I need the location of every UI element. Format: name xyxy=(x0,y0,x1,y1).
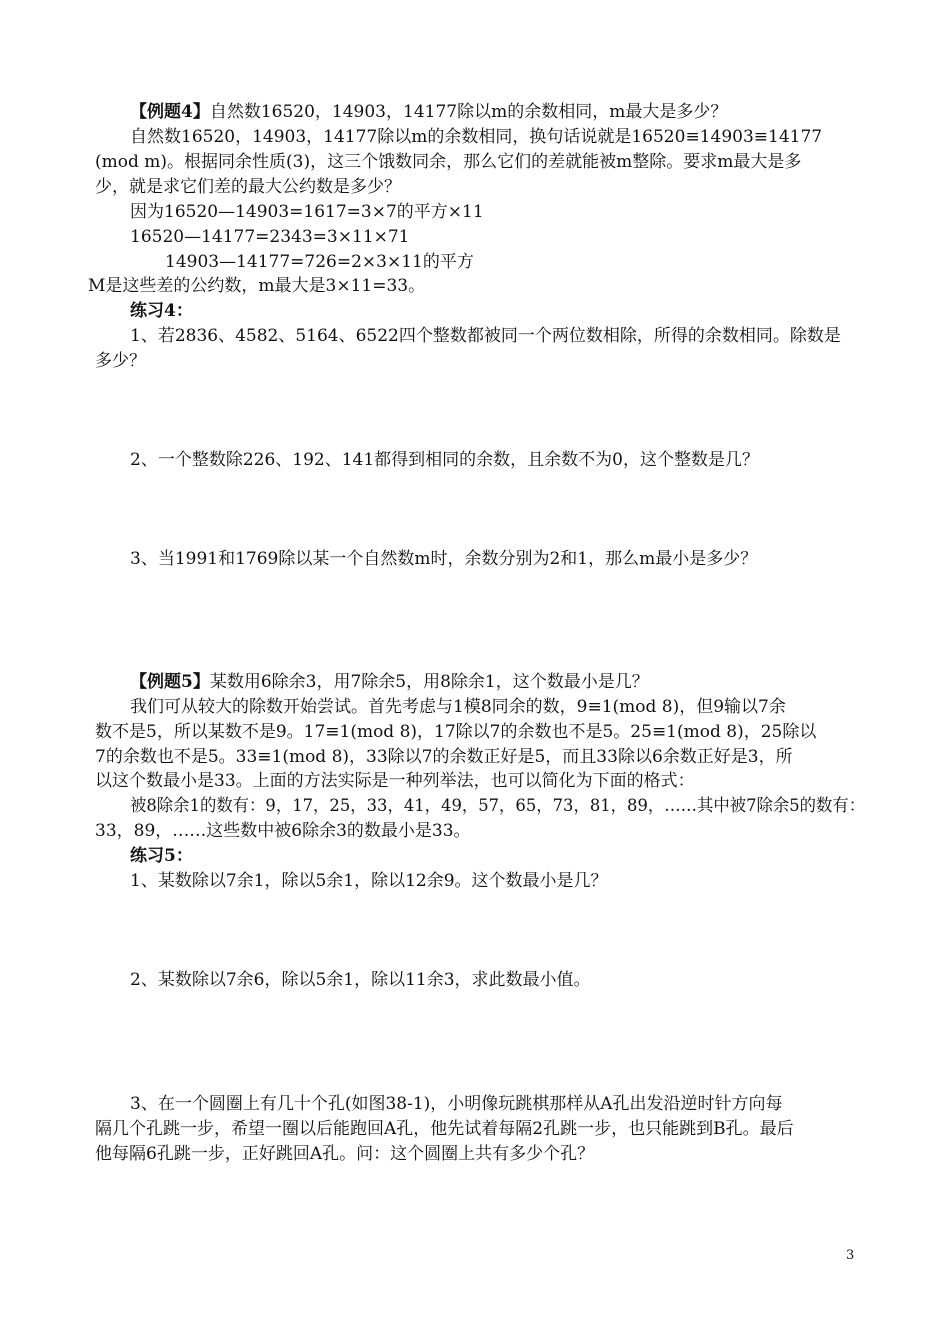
example-5-solution-line: 数不是5，所以某数不是9。17≡1(mod 8)，17除以7的余数也不是5。25≡1(mod 8)，25除以 xyxy=(95,722,817,742)
example-5-solution-line: 33，89，……这些数中被6除余3的数最小是33。 xyxy=(95,821,471,841)
practice-4-question-1: 多少？ xyxy=(95,351,146,371)
practice-5-question-3: 3、在一个圆圈上有几十个孔(如图38-1)，小明像玩跳棋那样从A孔出发沿逆时针方向每 xyxy=(130,1094,783,1114)
example-5-solution-line: 我们可从较大的除数开始尝试。首先考虑与1模8同余的数，9≡1(mod 8)，但9输以7余 xyxy=(130,697,786,717)
example-5-solution-line: 以这个数最小是33。上面的方法实际是一种列举法，也可以简化为下面的格式： xyxy=(95,771,695,791)
example-4-solution-line: (mod m)。根据同余性质(3)，这三个饿数同余，那么它们的差就能被m整除。要求m最大是多 xyxy=(95,152,802,172)
example-4-solution-line: 14903—14177=726=2×3×11的平方 xyxy=(165,252,474,272)
example-4-solution-line: 16520—14177=2343=3×11×71 xyxy=(130,227,410,247)
example-4-label: 【例题4】 xyxy=(130,102,210,122)
page-number: 3 xyxy=(846,1248,855,1263)
practice-4-title: 练习4： xyxy=(130,301,193,321)
example-4-question: 自然数16520，14903，14177除以m的余数相同，m最大是多少？ xyxy=(209,102,728,122)
example-4-solution-line: 少，就是求它们差的最大公约数是多少？ xyxy=(95,177,401,197)
practice-5-question-3: 隔几个孔跳一步，希望一圈以后能跑回A孔，他先试着每隔2孔跳一步，也只能跳到B孔。最后 xyxy=(95,1119,794,1139)
example-4-solution-line: M是这些差的公约数，m最大是3×11=33。 xyxy=(88,276,426,296)
example-5-solution-line: 7的余数也不是5。33≡1(mod 8)，33除以7的余数正好是5，而且33除以6余数正好是3，所 xyxy=(95,747,793,767)
practice-5-question-2: 2、某数除以7余6，除以5余1，除以11余3，求此数最小值。 xyxy=(130,970,591,990)
example-4-solution-line: 自然数16520，14903，14177除以m的余数相同，换句话说就是16520≡14903≡14177 xyxy=(130,127,823,147)
practice-5-title: 练习5： xyxy=(130,846,193,866)
practice-4-question-2: 2、一个整数除226、192、141都得到相同的余数，且余数不为0，这个整数是几？ xyxy=(130,450,759,470)
practice-4-question-3: 3、当1991和1769除以某一个自然数m时，余数分别为2和1，那么m最小是多少？ xyxy=(130,549,758,569)
example-5-label: 【例题5】 xyxy=(130,672,210,692)
example-4-solution-line: 因为16520—14903=1617=3×7的平方×11 xyxy=(130,202,484,222)
practice-5-question-3: 他每隔6孔跳一步，正好跳回A孔。问：这个圆圈上共有多少个孔？ xyxy=(95,1144,595,1164)
practice-4-question-1: 1、若2836、4582、5164、6522四个整数都被同一个两位数相除，所得的余数相同。除数是 xyxy=(130,326,841,346)
example-5-solution-line: 被8除余1的数有：9，17，25，33，41，49，57，65，73，81，89，……其中被7除余5的数有： xyxy=(130,796,866,816)
example-5-question: 某数用6除余3，用7除余5，用8除余1，这个数最小是几？ xyxy=(209,672,649,692)
practice-5-question-1: 1、某数除以7余1，除以5余1，除以12余9。这个数最小是几？ xyxy=(130,871,608,891)
